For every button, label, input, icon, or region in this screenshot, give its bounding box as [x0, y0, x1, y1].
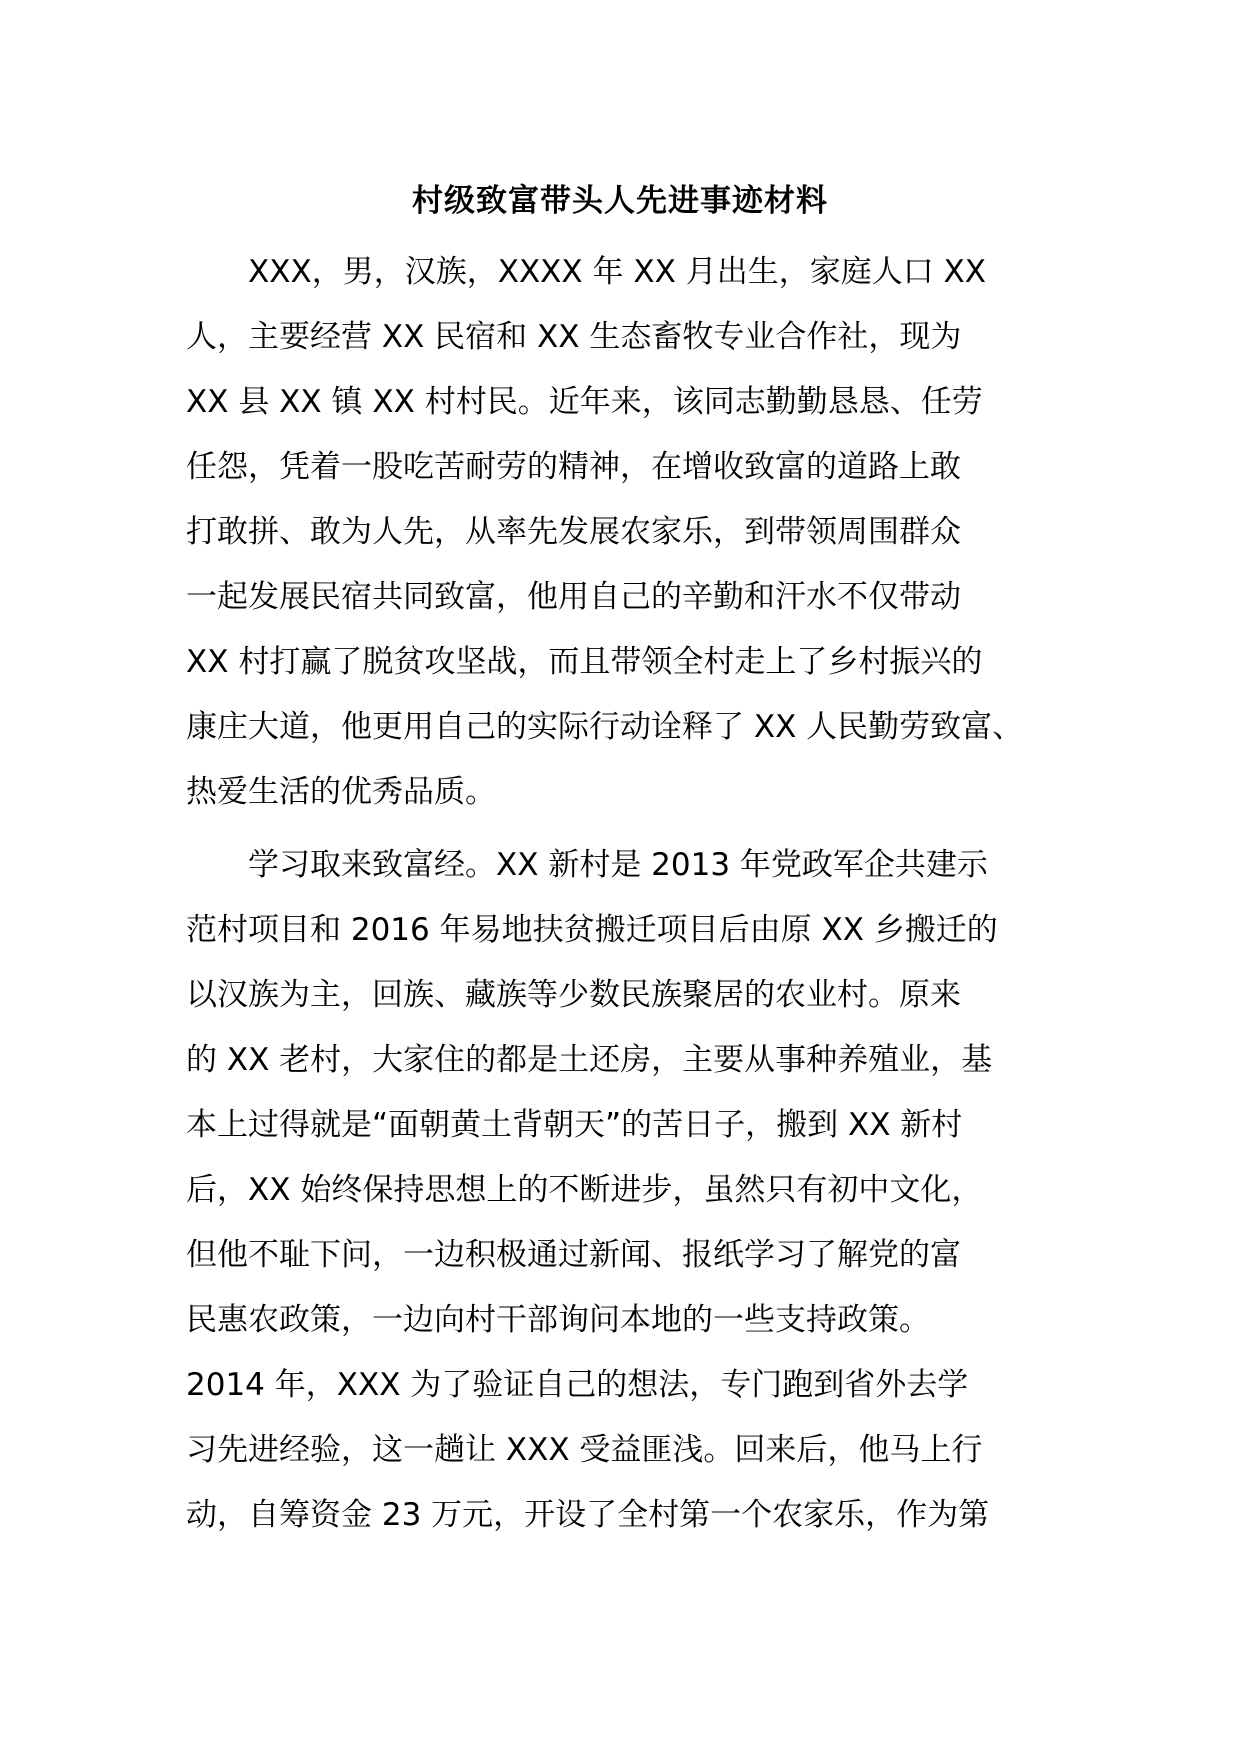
document-title: 村级致富带头人先进事迹材料 [412, 183, 828, 219]
text-line: XXX，男，汉族，XXXX 年 XX 月出生，家庭人口 XX [186, 254, 987, 290]
text-line: 康庄大道，他更用自己的实际行动诠释了 XX 人民勤劳致富、 [186, 709, 1024, 745]
text-line: 范村项目和 2016 年易地扶贫搬迁项目后由原 XX 乡搬迁的 [186, 912, 998, 948]
text-line: 的 XX 老村，大家住的都是土还房，主要从事种养殖业，基 [186, 1042, 993, 1078]
text-line: XX 村打赢了脱贫攻坚战，而且带领全村走上了乡村振兴的 [186, 644, 983, 680]
text-line: 一起发展民宿共同致富，他用自己的辛勤和汗水不仅带动 [186, 579, 961, 615]
text-line: 动，自筹资金 23 万元，开设了全村第一个农家乐，作为第 [186, 1497, 990, 1533]
text-line: 习先进经验，这一趟让 XXX 受益匪浅。回来后，他马上行 [186, 1432, 983, 1468]
text-line: 打敢拼、敢为人先，从率先发展农家乐，到带领周围群众 [186, 514, 961, 550]
text-line: 民惠农政策，一边向村干部询问本地的一些支持政策。 [186, 1302, 930, 1338]
text-line: XX 县 XX 镇 XX 村村民。近年来，该同志勤勤恳恳、任劳 [186, 384, 983, 420]
text-line: 热爱生活的优秀品质。 [186, 774, 496, 810]
text-line: 2014 年，XXX 为了验证自己的想法，专门跑到省外去学 [186, 1367, 969, 1403]
text-line: 以汉族为主，回族、藏族等少数民族聚居的农业村。原来 [186, 977, 961, 1013]
text-line: 人，主要经营 XX 民宿和 XX 生态畜牧专业合作社，现为 [186, 319, 962, 355]
text-line: 但他不耻下问，一边积极通过新闻、报纸学习了解党的富 [186, 1237, 961, 1273]
document-body [186, 240, 1066, 1548]
text-line: 任怨，凭着一股吃苦耐劳的精神，在增收致富的道路上敢 [186, 449, 961, 485]
text-line: 后，XX 始终保持思想上的不断进步，虽然只有初中文化， [186, 1172, 983, 1208]
text-line: 本上过得就是“面朝黄土背朝天”的苦日子，搬到 XX 新村 [186, 1107, 963, 1143]
text-line: 学习取来致富经。XX 新村是 2013 年党政军企共建示 [186, 847, 988, 883]
